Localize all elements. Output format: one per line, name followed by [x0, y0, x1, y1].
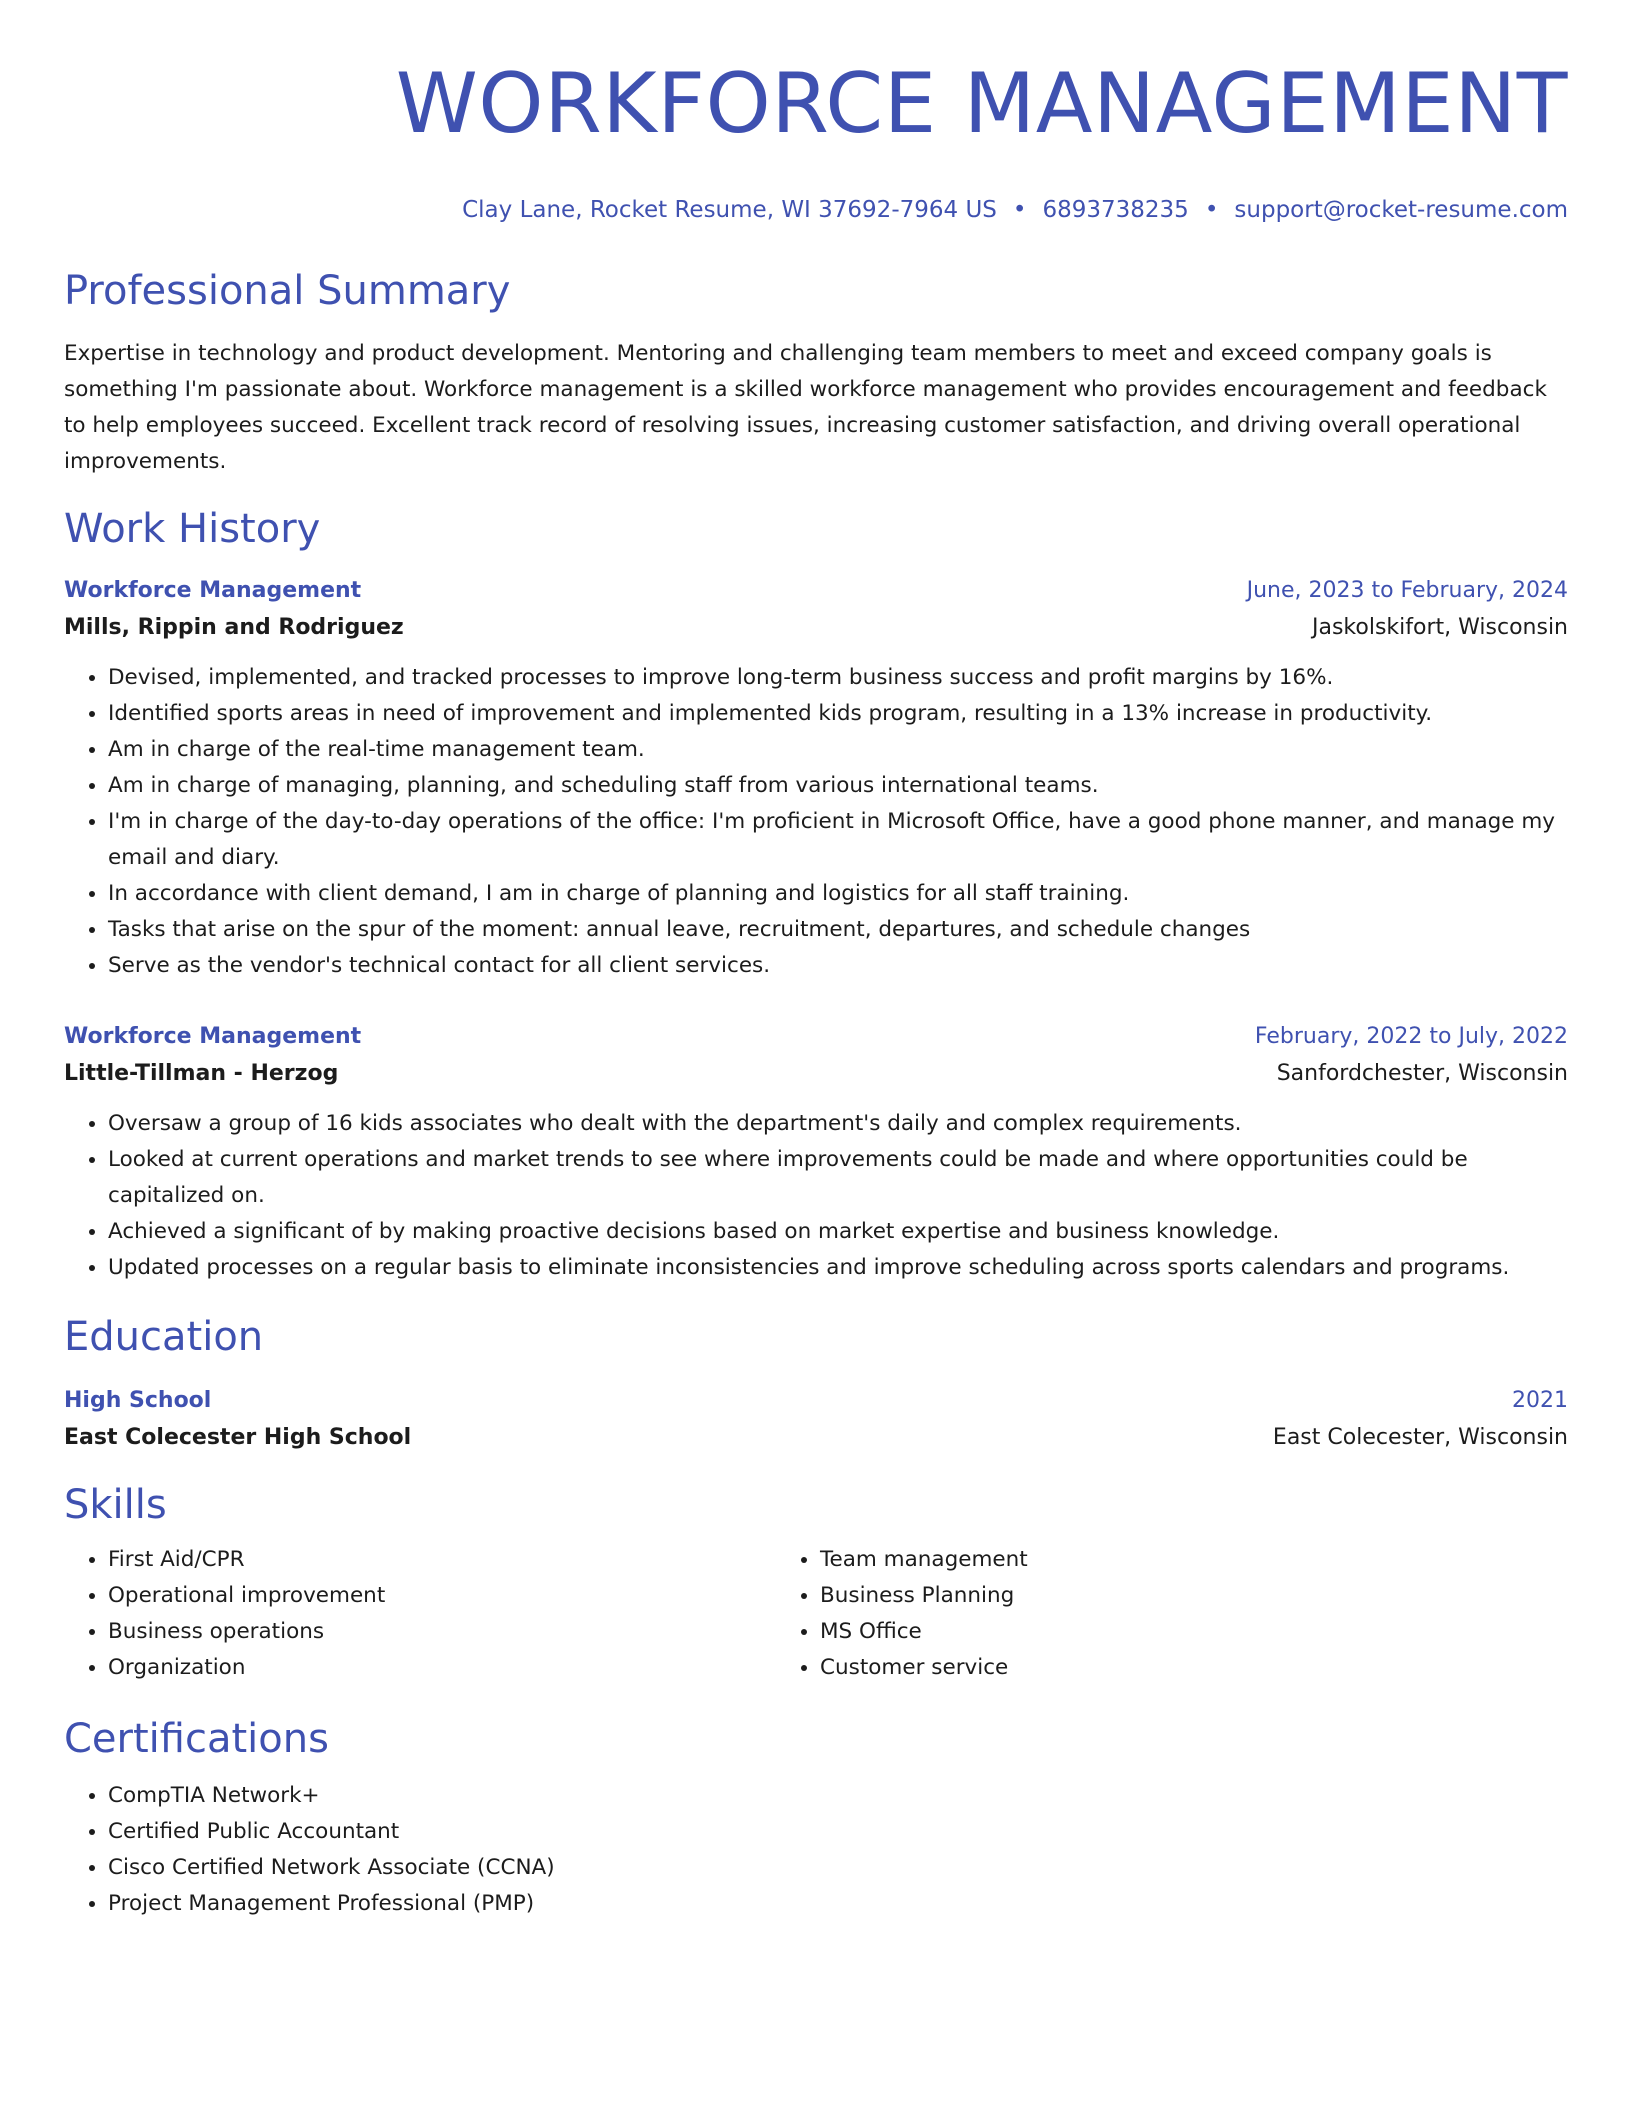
list-item: • Looked at current operations and market trends to see where improvements could be made and where opportunities could be capitalized on. [108, 1142, 1568, 1214]
job-title: Workforce Management [64, 578, 362, 603]
job-dates: June, 2023 to February, 2024 [1246, 578, 1568, 603]
list-item: • Devised, implemented, and tracked processes to improve long-term business success and profit margins by 16%. [108, 660, 1568, 696]
job-dates: February, 2022 to July, 2022 [1254, 1024, 1568, 1049]
job-entry [64, 1018, 1568, 1286]
skills-column-2 [754, 1542, 1444, 1686]
job-header-row [64, 1018, 1568, 1056]
skill-item: • MS Office [820, 1614, 1444, 1650]
skill-item: • Organization [108, 1650, 754, 1686]
list-item: • Oversaw a group of 16 kids associates who dealt with the department's daily and complex requirements. [108, 1106, 1568, 1142]
job-entry [64, 572, 1568, 984]
list-item: • Updated processes on a regular basis to eliminate inconsistencies and improve scheduling across sports calendars and programs. [108, 1250, 1568, 1286]
contact-phone: 6893738235 [1042, 197, 1189, 223]
certification-item: • Certified Public Accountant [108, 1814, 1568, 1850]
section-title-skills: Skills [64, 1482, 167, 1528]
contact-email[interactable]: support@rocket-resume.com [1234, 197, 1568, 223]
section-title-certifications: Certifications [64, 1716, 329, 1762]
list-item: • Am in charge of managing, planning, and scheduling staff from various international teams. [108, 768, 1568, 804]
section-title-work-history: Work History [64, 506, 321, 552]
work-history-section [64, 504, 1568, 1286]
skill-item: • Customer service [820, 1650, 1444, 1686]
skill-item: • Operational improvement [108, 1578, 754, 1614]
education-entry [64, 1382, 1568, 1456]
certification-item: • Project Management Professional (PMP) [108, 1886, 1568, 1922]
list-item: • In accordance with client demand, I am in charge of planning and logistics for all staff training. [108, 876, 1568, 912]
skills-section [64, 1480, 1568, 1686]
certifications-list [64, 1778, 1568, 1922]
list-item: • Achieved a significant of by making proactive decisions based on market expertise and business knowledge. [108, 1214, 1568, 1250]
education-section [64, 1312, 1568, 1456]
list-item: • Tasks that arise on the spur of the moment: annual leave, recruitment, departures, and schedule changes [108, 912, 1568, 948]
job-company: Little-Tillman - Herzog [64, 1061, 339, 1086]
job-header-row [64, 572, 1568, 610]
contact-line [64, 194, 1568, 226]
contact-separator: • [1012, 197, 1027, 223]
skills-column-1 [64, 1542, 754, 1686]
job-location: Jaskolskifort, Wisconsin [1312, 615, 1568, 640]
list-item: • Am in charge of the real-time management team. [108, 732, 1568, 768]
skill-item: • Business Planning [820, 1578, 1444, 1614]
education-degree: High School [64, 1388, 212, 1413]
contact-separator: • [1204, 197, 1219, 223]
education-school: East Colecester High School [64, 1425, 412, 1450]
education-school-row [64, 1420, 1568, 1456]
job-location: Sanfordchester, Wisconsin [1276, 1061, 1568, 1086]
certifications-section [64, 1714, 1568, 1922]
certification-item: • Cisco Certified Network Associate (CCNA) [108, 1850, 1568, 1886]
skill-item: • First Aid/CPR [108, 1542, 754, 1578]
section-title-education: Education [64, 1314, 264, 1360]
skill-item: • Business operations [108, 1614, 754, 1650]
certification-item: • CompTIA Network+ [108, 1778, 1568, 1814]
contact-address: Clay Lane, Rocket Resume, WI 37692-7964 US [462, 197, 997, 223]
list-item: • Serve as the vendor's technical contact for all client services. [108, 948, 1568, 984]
job-bullets [64, 660, 1568, 984]
job-company-row [64, 1056, 1568, 1092]
summary-text: Expertise in technology and product development. Mentoring and challenging team members to meet and exceed company goals is something I'm passionate about. Workforce management is a skilled workforce management who provides encouragement and feedback to help employees succeed. Excellent track record of resolving issues, increasing customer satisfaction, and driving overall operational improvements. [64, 341, 1547, 474]
education-year: 2021 [1512, 1388, 1568, 1413]
list-item: • I'm in charge of the day-to-day operations of the office: I'm proficient in Microsoft Office, have a good phone manner, and manage my email and diary. [108, 804, 1568, 876]
education-location: East Colecester, Wisconsin [1272, 1425, 1568, 1450]
job-bullets [64, 1106, 1568, 1286]
section-title-summary: Professional Summary [64, 268, 511, 314]
education-header-row [64, 1382, 1568, 1420]
job-title: Workforce Management [64, 1024, 362, 1049]
candidate-name: WORKFORCE MANAGEMENT [395, 55, 1568, 152]
skills-grid [64, 1542, 1568, 1686]
list-item: • Identified sports areas in need of improvement and implemented kids program, resulting in a 13% increase in productivity. [108, 696, 1568, 732]
skill-item: • Team management [820, 1542, 1444, 1578]
summary-section [64, 266, 1568, 480]
job-company-row [64, 610, 1568, 646]
job-company: Mills, Rippin and Rodriguez [64, 615, 404, 640]
